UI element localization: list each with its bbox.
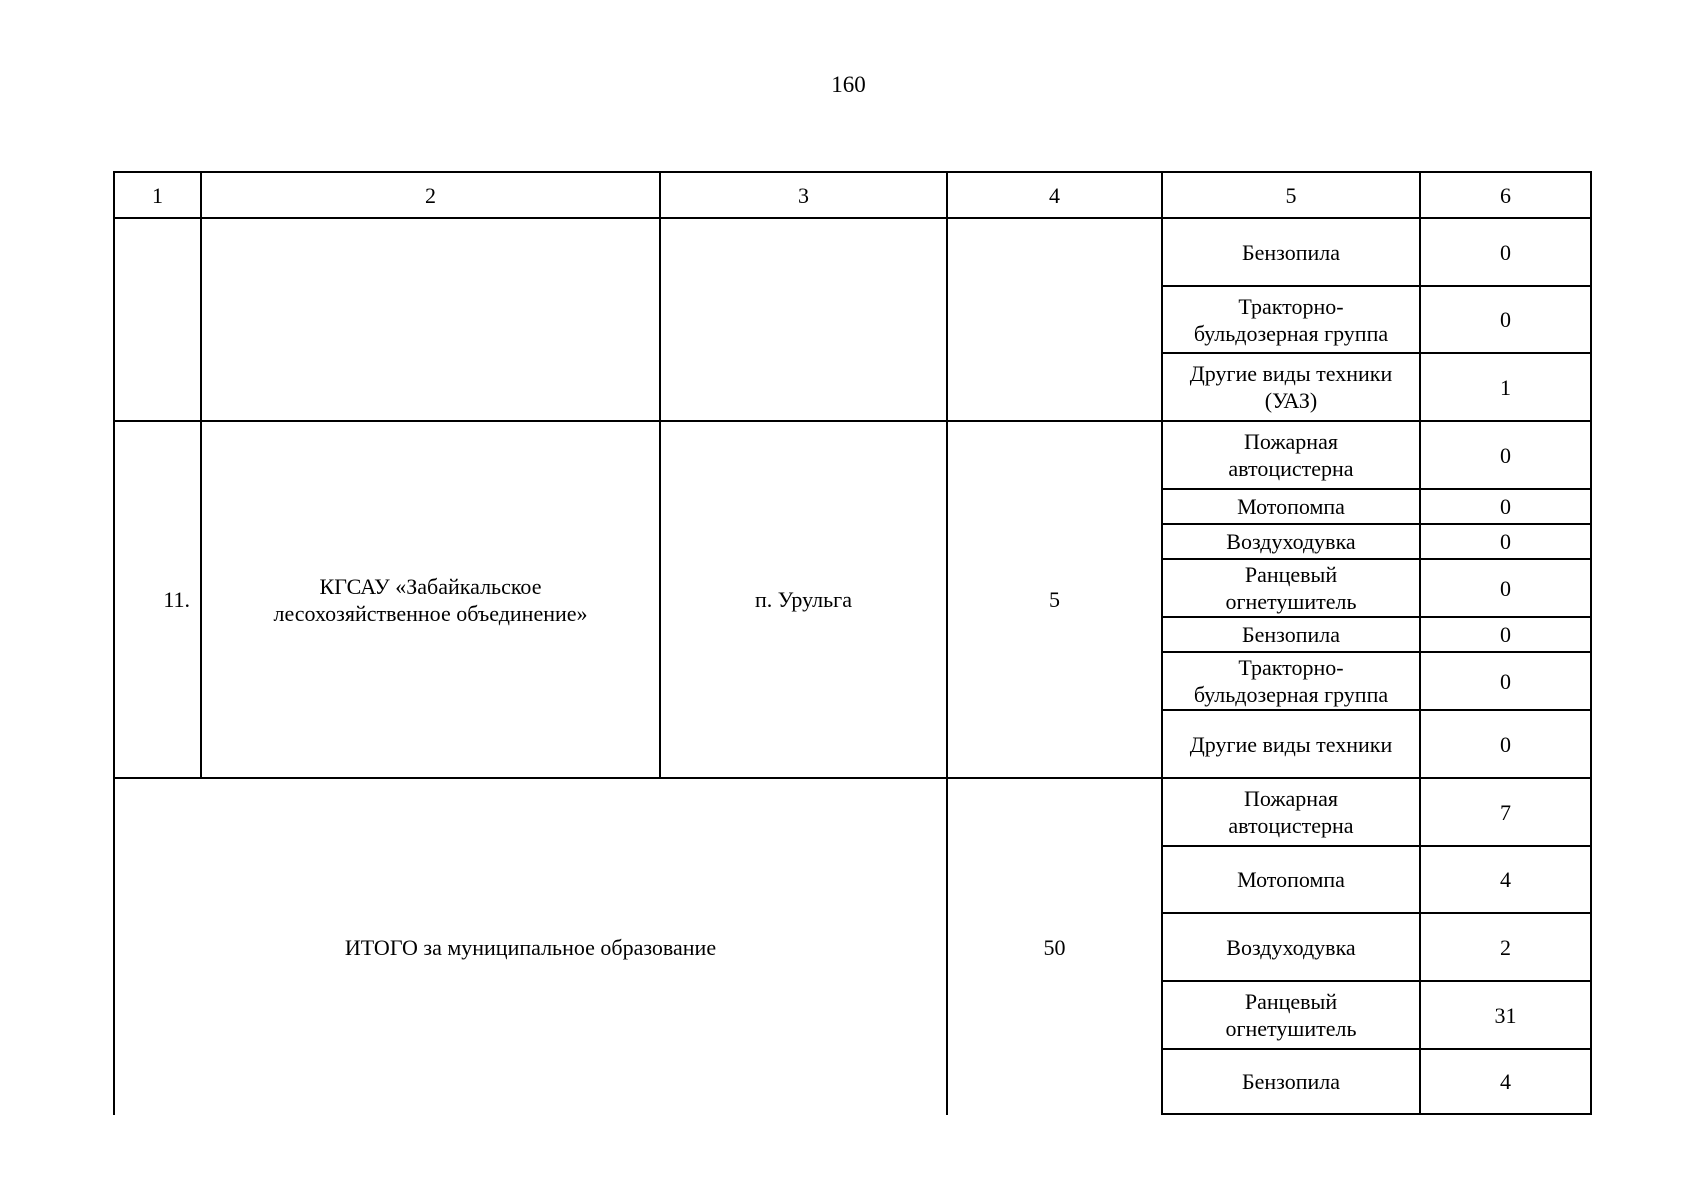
equipment-type-text: Ранцевый огнетушитель bbox=[1225, 562, 1357, 614]
equipment-count: 0 bbox=[1419, 285, 1592, 352]
equipment-count: 4 bbox=[1419, 1048, 1592, 1115]
prev-number-cell bbox=[113, 217, 200, 420]
equipment-type: Воздуходувка bbox=[1161, 912, 1419, 980]
prev-total-cell bbox=[946, 217, 1161, 420]
equipment-type-text: Ранцевый огнетушитель bbox=[1225, 989, 1357, 1041]
equipment-type: Воздуходувка bbox=[1161, 523, 1419, 558]
header-col-3: 3 bbox=[659, 171, 946, 217]
itogo-total: 50 bbox=[946, 777, 1161, 1115]
equipment-type bbox=[1161, 420, 1419, 488]
header-col-4: 4 bbox=[946, 171, 1161, 217]
equipment-type bbox=[1161, 352, 1419, 420]
group-total: 5 bbox=[946, 420, 1161, 777]
equipment-count: 0 bbox=[1419, 420, 1592, 488]
equipment-type: Бензопила bbox=[1161, 616, 1419, 651]
equipment-type: Бензопила bbox=[1161, 1048, 1419, 1115]
header-col-6: 6 bbox=[1419, 171, 1592, 217]
equipment-count: 4 bbox=[1419, 845, 1592, 912]
equipment-count: 2 bbox=[1419, 912, 1592, 980]
itogo-label: ИТОГО за муниципальное образование bbox=[113, 777, 946, 1115]
header-col-1: 1 bbox=[113, 171, 200, 217]
equipment-count: 0 bbox=[1419, 709, 1592, 777]
equipment-count: 1 bbox=[1419, 352, 1592, 420]
organization-name bbox=[200, 420, 659, 777]
equipment-type bbox=[1161, 980, 1419, 1048]
organization-name-text: КГСАУ «Забайкальское лесохозяйственное объединение» bbox=[273, 573, 588, 626]
equipment-count: 31 bbox=[1419, 980, 1592, 1048]
equipment-type: Мотопомпа bbox=[1161, 845, 1419, 912]
row-number: 11. bbox=[113, 420, 200, 777]
equipment-count: 0 bbox=[1419, 616, 1592, 651]
page-number: 160 bbox=[831, 72, 866, 97]
prev-location-cell bbox=[659, 217, 946, 420]
equipment-count: 0 bbox=[1419, 488, 1592, 523]
equipment-type bbox=[1161, 285, 1419, 352]
equipment-type bbox=[1161, 651, 1419, 709]
equipment-type: Другие виды техники bbox=[1161, 709, 1419, 777]
header-col-5: 5 bbox=[1161, 171, 1419, 217]
equipment-type bbox=[1161, 558, 1419, 616]
equipment-count: 7 bbox=[1419, 777, 1592, 845]
equipment-type-text: Другие виды техники (УАЗ) bbox=[1189, 361, 1393, 413]
equipment-type-text: Тракторно- бульдозерная группа bbox=[1193, 293, 1389, 346]
equipment-count: 0 bbox=[1419, 523, 1592, 558]
equipment-count: 0 bbox=[1419, 217, 1592, 285]
header-col-2: 2 bbox=[200, 171, 659, 217]
equipment-count: 0 bbox=[1419, 558, 1592, 616]
location-name: п. Урульга bbox=[659, 420, 946, 777]
equipment-count: 0 bbox=[1419, 651, 1592, 709]
equipment-type-text: Пожарная автоцистерна bbox=[1228, 786, 1354, 838]
equipment-type: Мотопомпа bbox=[1161, 488, 1419, 523]
prev-organization-cell bbox=[200, 217, 659, 420]
equipment-table bbox=[113, 171, 1592, 1115]
equipment-type-text: Пожарная автоцистерна bbox=[1228, 429, 1354, 481]
equipment-type bbox=[1161, 777, 1419, 845]
equipment-type-text: Тракторно- бульдозерная группа bbox=[1193, 655, 1389, 707]
equipment-type: Бензопила bbox=[1161, 217, 1419, 285]
